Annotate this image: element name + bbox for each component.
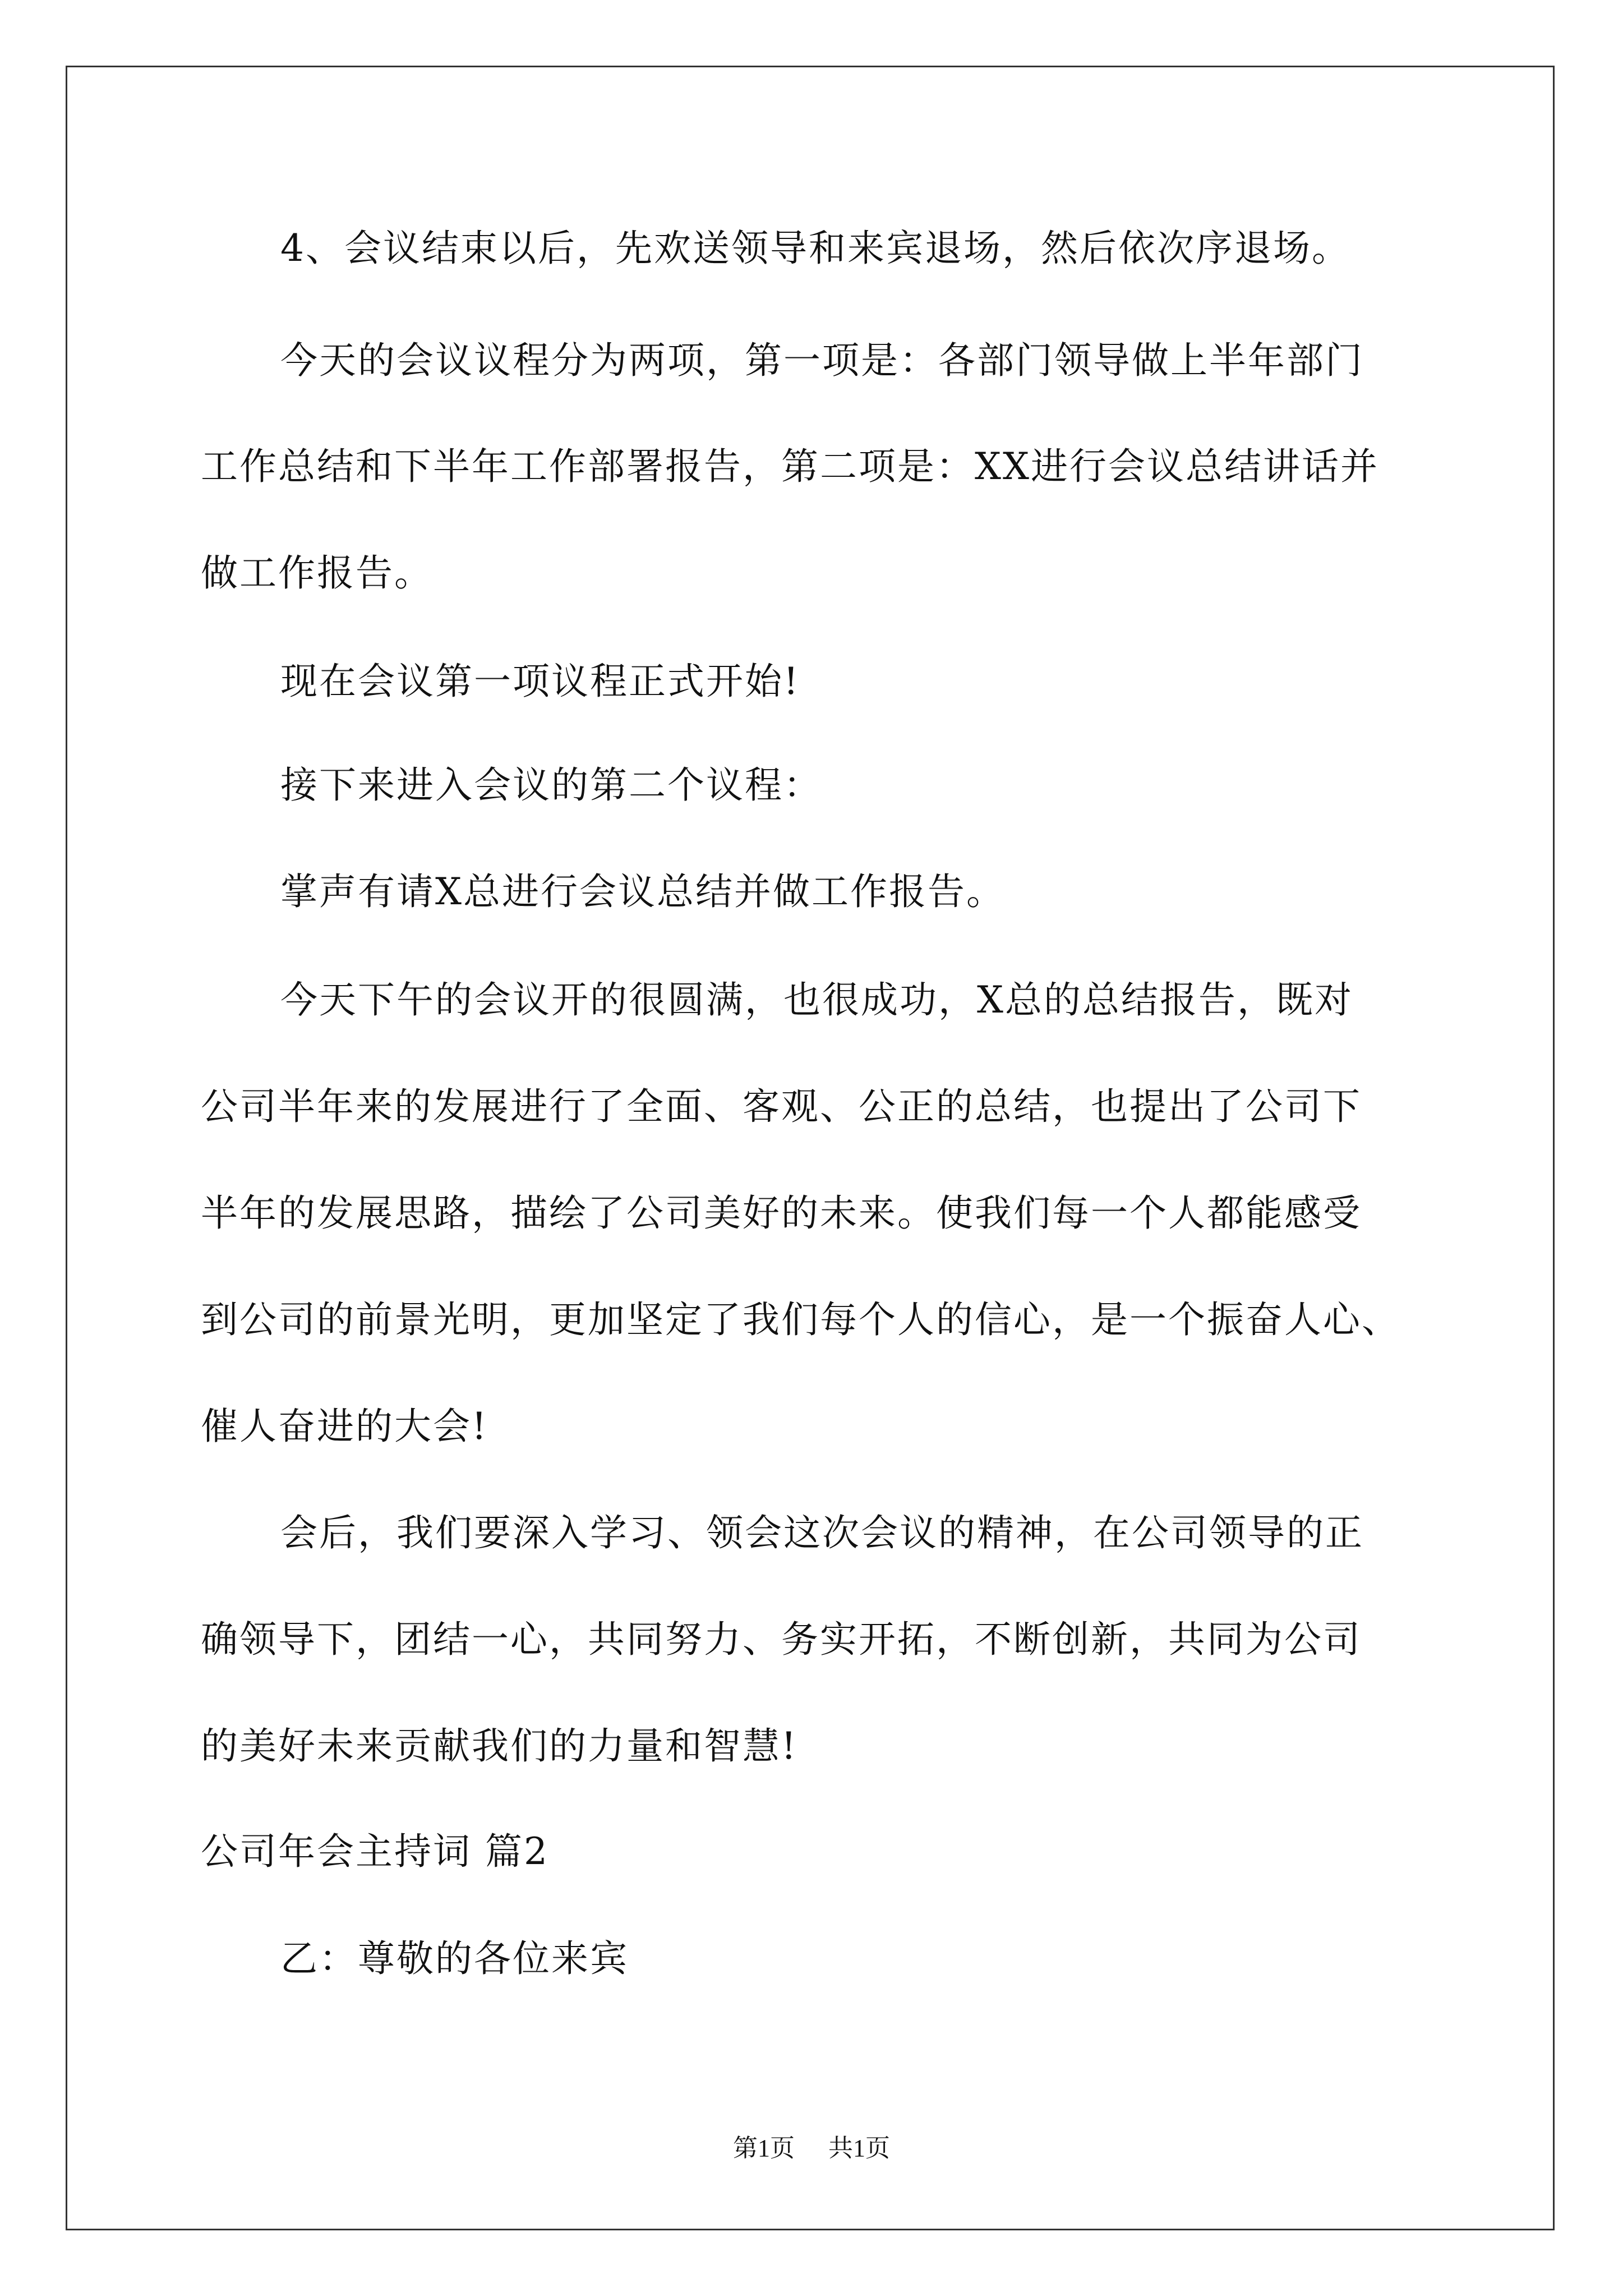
text-line-second-item: 接下来进入会议的第二个议程：: [280, 763, 822, 807]
text-line-applause: 掌声有请X总进行会议总结并做工作报告。: [280, 870, 1005, 913]
text-line-summary-3: 半年的发展思路，描绘了公司美好的未来。使我们每一个人都能感受: [201, 1191, 1362, 1235]
text-line-agenda-intro: 今天的会议议程分为两项，第一项是：各部门领导做上半年部门: [280, 339, 1364, 382]
section-heading: 公司年会主持词 篇2: [201, 1830, 549, 1873]
page-footer: [0, 2134, 1623, 2162]
text-line-summary-5: 催人奋进的大会!: [201, 1405, 488, 1448]
text-line-greeting: 乙：尊敬的各位来宾: [280, 1937, 629, 1980]
text-line-summary-1: 今天下午的会议开的很圆满，也很成功，X总的总结报告，既对: [280, 978, 1353, 1022]
page-number: 第1页: [733, 2134, 795, 2162]
text-line-first-item-start: 现在会议第一项议程正式开始!: [280, 660, 800, 703]
text-line-after-meeting-2: 确领导下，团结一心，共同努力、务实开拓，不断创新，共同为公司: [201, 1618, 1362, 1661]
text-line-after-meeting-1: 会后，我们要深入学习、领会这次会议的精神，在公司领导的正: [280, 1511, 1364, 1554]
page-border: [66, 66, 1555, 2230]
text-line-item4: 4、会议结束以后，先欢送领导和来宾退场，然后依次序退场。: [280, 227, 1350, 270]
text-line-summary-4: 到公司的前景光明，更加坚定了我们每个人的信心，是一个振奋人心、: [201, 1298, 1400, 1341]
page-total: 共1页: [828, 2134, 890, 2162]
text-line-summary-2: 公司半年来的发展进行了全面、客观、公正的总结，也提出了公司下: [201, 1085, 1362, 1128]
text-line-agenda-cont-2: 做工作报告。: [201, 551, 433, 595]
text-line-after-meeting-3: 的美好未来贡献我们的力量和智慧!: [201, 1724, 798, 1768]
text-line-agenda-cont-1: 工作总结和下半年工作部署报告，第二项是：XX进行会议总结讲话并: [201, 445, 1379, 488]
